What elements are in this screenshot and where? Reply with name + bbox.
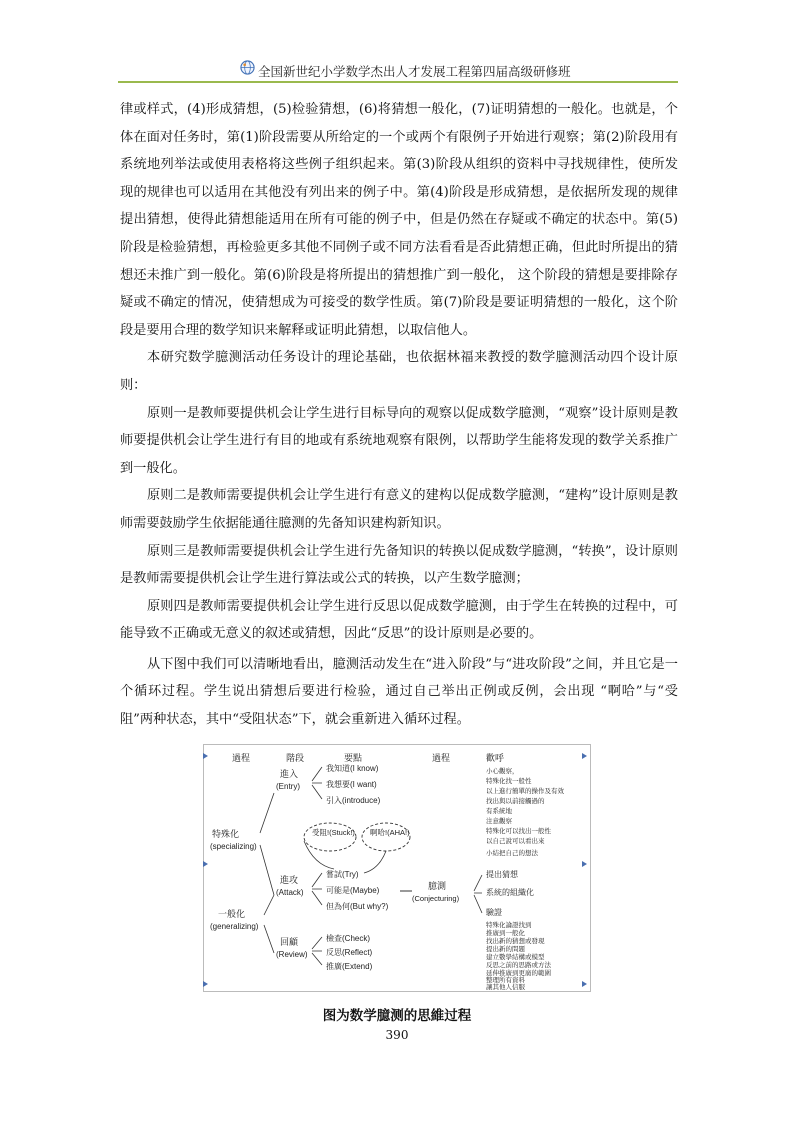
aha-state: 啊哈!(AHA!) bbox=[370, 828, 410, 837]
attack-point: 但為何(But why?) bbox=[326, 902, 389, 911]
right-top-item: 小結把自己的想法 bbox=[486, 850, 538, 857]
stuck-state: 受阻!(Stuck!) bbox=[312, 828, 355, 837]
right-top-item: 有系統地 bbox=[486, 808, 512, 815]
header-process-right: 過程 bbox=[432, 753, 451, 763]
right-bottom-list bbox=[486, 920, 552, 991]
attack-point: 可能是(Maybe) bbox=[326, 886, 380, 895]
phase-entry: 進入 bbox=[280, 769, 299, 779]
header-phase: 階段 bbox=[286, 753, 305, 763]
right-bottom-item: 反思之前的思路或方法 bbox=[486, 962, 551, 969]
running-header bbox=[118, 60, 678, 86]
phase-attack-en: (Attack) bbox=[276, 888, 304, 897]
specializing-en: (specializing) bbox=[210, 842, 257, 851]
right-top-list bbox=[486, 766, 565, 857]
right-top-item: 以上進行簡單的操作及有效 bbox=[486, 788, 564, 795]
page-number: 390 bbox=[385, 1028, 409, 1042]
thinking-process-figure bbox=[203, 744, 591, 992]
header-rule bbox=[118, 81, 678, 83]
right-top-item: 特殊化找一般性 bbox=[486, 778, 532, 785]
right-bottom-item: 特殊化論證找到 bbox=[486, 922, 532, 929]
entry-point: 引入(introduce) bbox=[326, 796, 381, 805]
header-title: 全国新世纪小学数学杰出人才发展工程第四届高级研修班 bbox=[258, 64, 571, 79]
right-bottom-item: 建立數學結構或模型 bbox=[486, 954, 545, 961]
right-mid-item: 提出猜想 bbox=[486, 870, 518, 879]
phase-entry-en: (Entry) bbox=[276, 782, 300, 791]
right-bottom-item: 讓其他人信服 bbox=[486, 984, 525, 991]
process-diagram bbox=[204, 745, 590, 991]
generalizing-en: (generalizing) bbox=[210, 922, 259, 931]
generalizing-label: 一般化 bbox=[218, 909, 246, 919]
body-text bbox=[120, 96, 678, 734]
review-point: 反思(Reflect) bbox=[326, 948, 373, 957]
frame-marker-icon bbox=[582, 981, 587, 987]
specializing-label: 特殊化 bbox=[212, 829, 240, 839]
paragraph: 原则二是教师需要提供机会让学生进行有意义的建构以促成数学臆测，“建构”设计原则是教师需要鼓励学生依据能通往臆测的先备知识建构新知识。 bbox=[120, 488, 678, 531]
right-top-item: 小心觀察， bbox=[486, 768, 519, 775]
right-bottom-item: 找出新的猜想或發現 bbox=[486, 938, 545, 945]
paragraph: 本研究数学臆测活动任务设计的理论基础，也依据林福来教授的数学臆测活动四个设计原则： bbox=[120, 350, 678, 393]
entry-point: 我知道(I know) bbox=[326, 764, 379, 773]
right-bottom-item: 提出新的問題 bbox=[486, 946, 525, 953]
review-point: 檢查(Check) bbox=[326, 934, 371, 943]
right-bottom-item: 推廣到一般化 bbox=[486, 930, 525, 937]
conjecture-label: 臆測 bbox=[428, 881, 447, 891]
header-process-left: 過程 bbox=[232, 753, 251, 763]
header-cheers: 歡呼 bbox=[486, 753, 505, 763]
frame-marker-icon bbox=[203, 753, 208, 759]
right-top-item: 以自己說可以看出來 bbox=[486, 838, 545, 845]
entry-point: 我想要(I want) bbox=[326, 780, 377, 789]
frame-marker-icon bbox=[582, 753, 587, 759]
right-bottom-item: 整理所有資料 bbox=[486, 977, 525, 984]
globe-logo-icon bbox=[240, 60, 255, 75]
right-mid-item: 驗證 bbox=[486, 908, 502, 917]
right-top-item: 注意觀察 bbox=[486, 818, 512, 825]
right-top-item: 特殊化可以找出一般性 bbox=[486, 828, 551, 835]
review-point: 推廣(Extend) bbox=[326, 962, 373, 971]
paragraph: 原则四是教师需要提供机会让学生进行反思以促成数学臆测，由于学生在转换的过程中，可能导致不正确或无意义的叙述或猜想，因此“反思”的设计原则是必要的。 bbox=[120, 598, 678, 642]
paragraph: 原则三是教师需要提供机会让学生进行先备知识的转换以促成数学臆测，“转换”，设计原则是教师需要提供机会让学生进行算法或公式的转换，以产生数学臆测； bbox=[120, 543, 678, 587]
phase-review: 回顧 bbox=[280, 937, 299, 947]
header-points: 要點 bbox=[344, 753, 363, 763]
right-mid-item: 系統的組織化 bbox=[486, 888, 534, 897]
conjecture-en: (Conjecturing) bbox=[412, 894, 460, 903]
phase-review-en: (Review) bbox=[276, 950, 308, 959]
paragraph: 从下图中我们可以清晰地看出，臆测活动发生在“进入阶段”与“进攻阶段”之间，并且它是一个循环过程。学生说出猜想后要进行检验，通过自己举出正例或反例，会出现 “啊哈”与“受阻”两种状态，其中“受阻状态”下，就会重新进入循环过程。 bbox=[120, 656, 678, 728]
frame-marker-icon bbox=[203, 981, 208, 987]
paragraph: 原则一是教师要提供机会让学生进行目标导向的观察以促成数学臆测，“观察”设计原则是教师要提供机会让学生进行有目的地或有系统地观察有限例，以帮助学生能将发现的数学关系推广到一般化。 bbox=[120, 405, 678, 476]
phase-attack: 進攻 bbox=[280, 875, 299, 885]
attack-point: 嘗試(Try) bbox=[326, 870, 359, 879]
right-top-item: 找出與以前接觸過的 bbox=[486, 798, 545, 805]
frame-marker-icon bbox=[582, 861, 587, 867]
right-bottom-item: 延伸推廣到更廣的範圍 bbox=[486, 970, 551, 977]
frame-marker-icon bbox=[203, 861, 208, 867]
paragraph: 律或样式，(4)形成猜想，(5)检验猜想，(6)将猜想一般化，(7)证明猜想的一般化。也就是，个体在面对任务时，第(1)阶段需要从所给定的一个或两个有限例子开始进行观察；第(2)阶段用有系统地列举法或使用表格将这些例子组织起来。第(3)阶段从组织的资料中寻找规律性，使所发现的规律也可以适用在其他没有列出来的例子中。第(4)阶段是形成猜想，是依据所发现的规律提出猜想，使得此猜想能适用在所有可能的例子中，但是仍然在存疑或不确定的状态中。第(5)阶段是检验猜想，再检验更多其他不同例子或不同方法看看是否此猜想正确，但此时所提出的猜想还未推广到一般化。第(6)阶段是将所提出的猜想推广到一般化， 这个阶段的猜想是要排除存疑或不确定的情况，使猜想成为可接受的数学性质。第(7)阶段是要证明猜想的一般化，这个阶段是要用合理的数学知识来解释或证明此猜想，以取信他人。 bbox=[120, 102, 678, 338]
figure-caption: 图为数学臆测的思維过程 bbox=[322, 1008, 472, 1024]
